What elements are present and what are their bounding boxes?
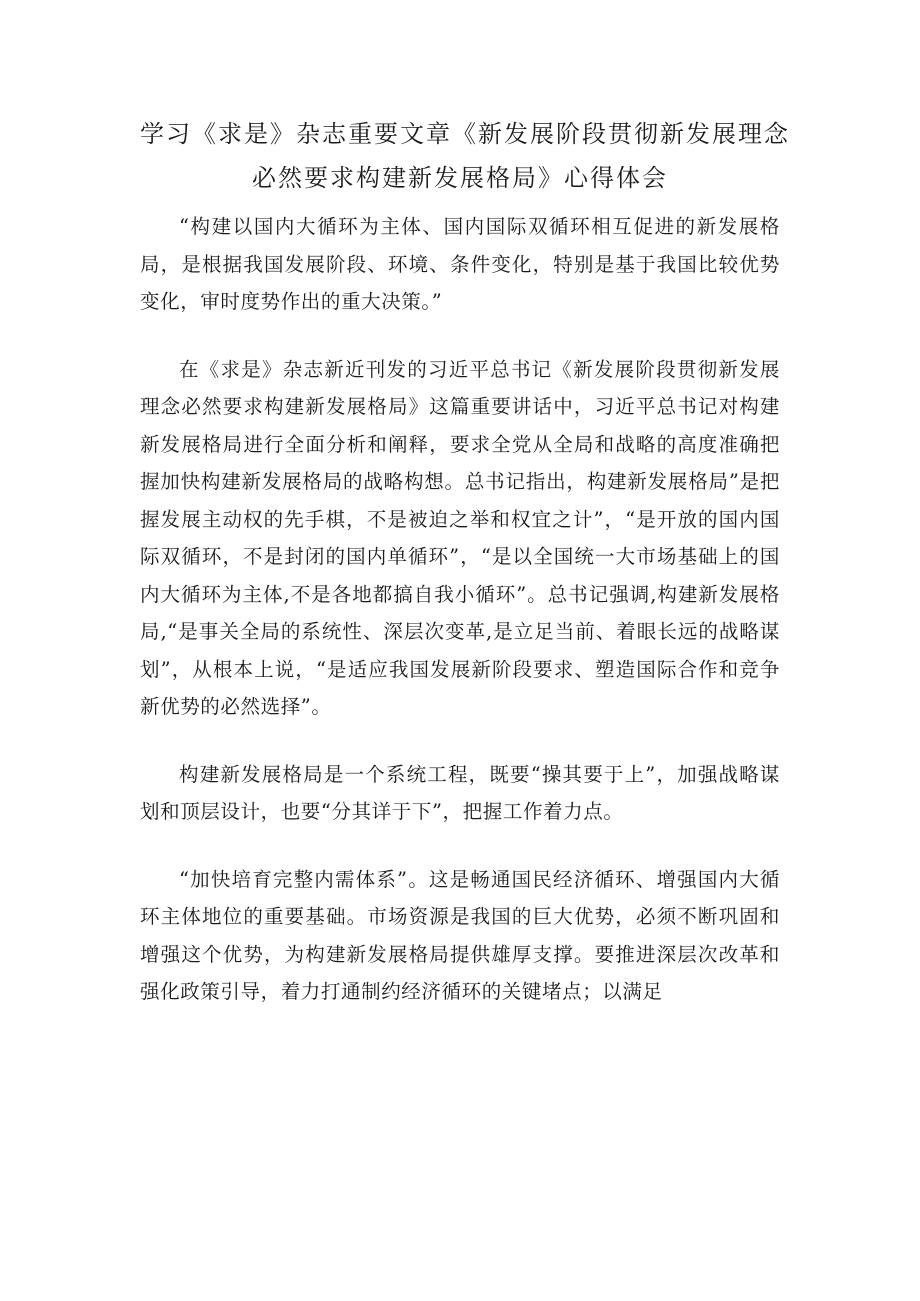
title-line-2: 必然要求构建新发展格局》心得体会: [252, 164, 668, 192]
paragraph-system-engineering: 构建新发展格局是一个系统工程，既要“操其要于上”，加强战略谋划和顶层设计，也要“分其详于下”，把握工作着力点。: [140, 762, 780, 823]
title-line-1: 学习《求是》杂志重要文章《新发展阶段贯彻新发展理念: [140, 120, 790, 148]
document-title: [140, 112, 790, 200]
document-page: [140, 112, 790, 1011]
paragraph-domestic-demand: “加快培育完整内需体系”。这是畅通国民经济循环、增强国内大循环主体地位的重要基础。市场资源是我国的巨大优势，必须不断巩固和增强这个优势，为构建新发展格局提供雄厚支撑。要推进深层次改革和强化政策引导，着力打通制约经济循环的关键堵点；以满足: [140, 867, 780, 1003]
paragraph-quote: “构建以国内大循环为主体、国内国际双循环相互促进的新发展格局，是根据我国发展阶段、环境、条件变化，特别是基于我国比较优势变化，审时度势作出的重大决策。”: [140, 215, 780, 313]
paragraph-article-intro: 在《求是》杂志新近刊发的习近平总书记《新发展阶段贯彻新发展理念必然要求构建新发展格局》这篇重要讲话中，习近平总书记对构建新发展格局进行全面分析和阐释，要求全党从全局和战略的高度准确把握加快构建新发展格局的战略构想。总书记指出，构建新发展格局”是把握发展主动权的先手棋，不是被迫之举和权宜之计”，“是开放的国内国际双循环，不是封闭的国内单循环”，“是以全国统一大市场基础上的国内大循环为主体,不是各地都搞自我小循环”。总书记强调,构建新发展格局,“是事关全局的系统性、深层次变革,是立足当前、着眼长远的战略谋划”，从根本上说，“是适应我国发展新阶段要求、塑造国际合作和竞争新优势的必然选择”。: [140, 357, 780, 718]
